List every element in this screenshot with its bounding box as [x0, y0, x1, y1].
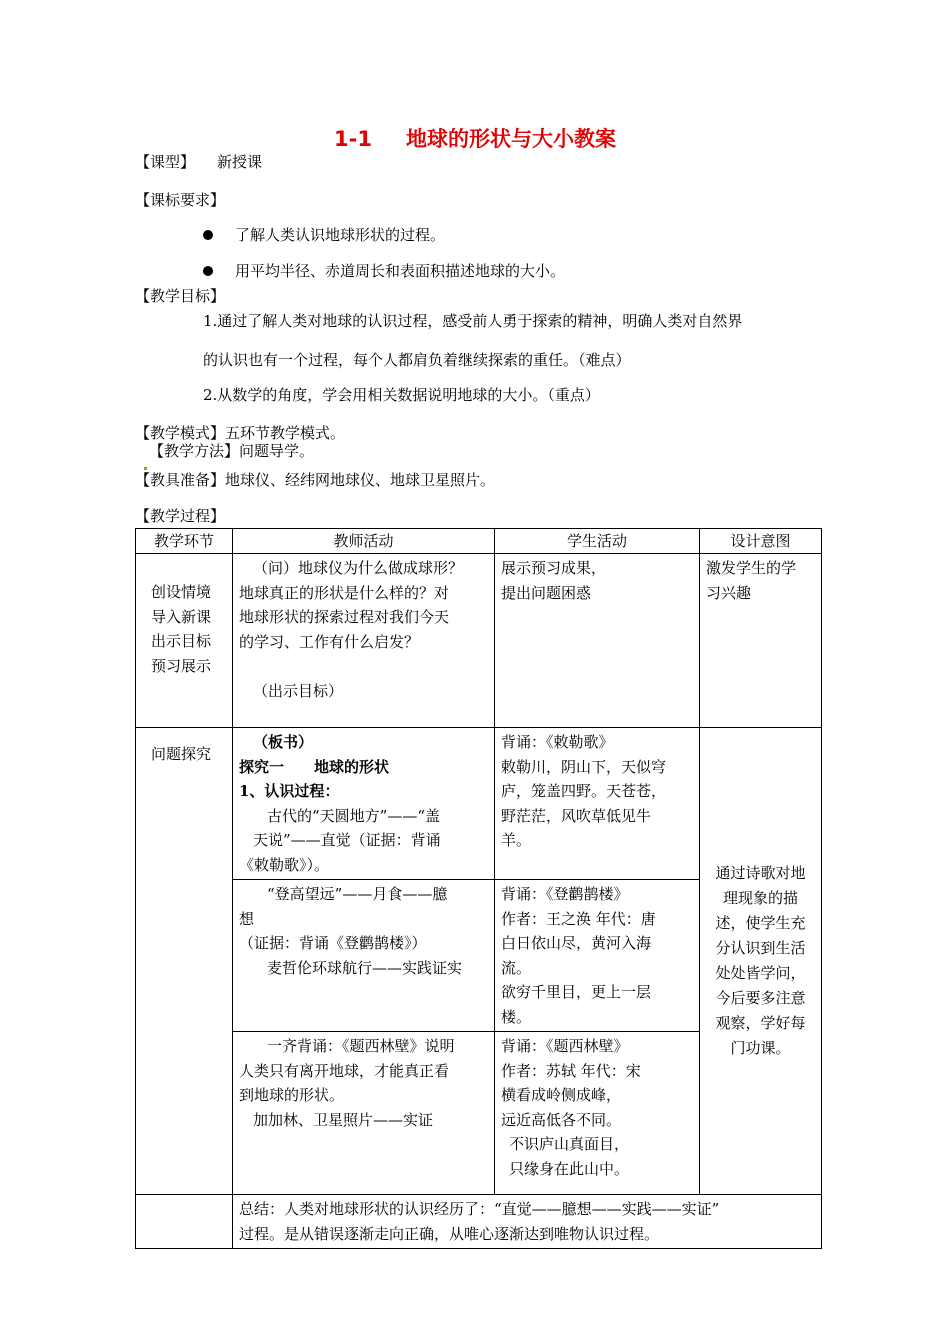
student-line: 背诵：《登鹳鹊楼》	[501, 885, 629, 903]
intent-line: 述，使学生充	[715, 914, 806, 932]
student-line: 欲穷千里目，更上一层	[501, 983, 652, 1001]
student-line: 羊。	[501, 831, 532, 849]
teacher-cell	[233, 554, 495, 728]
student-cell	[495, 554, 700, 728]
student-line: 白日依山尽，黄河入海	[501, 934, 652, 952]
stage-cell	[136, 554, 233, 728]
process-label: 【教学过程】	[135, 507, 226, 525]
stage-line: 创设情境	[151, 583, 212, 601]
board-label: （板书）	[253, 733, 314, 751]
summary-cell	[233, 1195, 822, 1249]
intent-cell	[700, 728, 822, 1195]
mode-label: 【教学模式】	[135, 424, 226, 442]
header-cell: 教学环节	[136, 529, 233, 554]
intent-line: 门功课。	[730, 1039, 791, 1057]
header-cell: 学生活动	[495, 529, 700, 554]
mode-value: 五环节教学模式。	[225, 424, 346, 442]
mode-row	[135, 423, 345, 443]
bullet-icon	[203, 230, 213, 240]
intent-line: 习兴趣	[706, 583, 752, 602]
student-line: 横看成岭侧成峰，	[501, 1086, 622, 1104]
lesson-type-label: 【课型】	[135, 153, 196, 171]
teacher-line: （出示目标）	[253, 681, 344, 700]
standard-item-text: 用平均半径、赤道周长和表面积描述地球的大小。	[235, 262, 566, 280]
method-row	[149, 441, 314, 461]
tools-label: 【教具准备】	[135, 471, 226, 489]
teacher-line: 《敕勒歌》）。	[239, 855, 330, 874]
teacher-line: 人类只有离开地球，才能真正看	[239, 1061, 450, 1080]
lesson-type-value: 新授课	[217, 153, 263, 171]
lesson-type-row	[135, 152, 262, 172]
process-table	[135, 528, 822, 1249]
table-row	[136, 728, 822, 880]
teacher-line: 到地球的形状。	[239, 1086, 345, 1104]
goals-line: 2.从数学的角度，学会用相关数据说明地球的大小。（重点）	[203, 386, 600, 404]
student-cell	[495, 1032, 700, 1195]
student-line: 不识庐山真面目，	[509, 1135, 630, 1153]
student-line: 远近高低各不同。	[501, 1110, 622, 1129]
teacher-cell	[233, 1032, 495, 1195]
student-line: 背诵：《敕勒歌》	[501, 733, 614, 751]
standard-label: 【课标要求】	[135, 191, 226, 209]
student-line: 庐，笼盖四野。天苍苍，	[501, 782, 667, 800]
stage-line: 预习展示	[151, 656, 212, 675]
method-label: 【教学方法】	[149, 442, 240, 460]
student-line: 敕勒川，阴山下，天似穹	[501, 757, 667, 776]
goals-line: 1.通过了解人类对地球的认识过程，感受前人勇于探索的精神，明确人类对自然界	[203, 312, 743, 330]
tools-value: 地球仪、经纬网地球仪、地球卫星照片。	[225, 471, 496, 489]
title-number: 1-1	[334, 127, 372, 151]
summary-row	[136, 1195, 822, 1249]
teacher-line: 想	[239, 909, 255, 928]
intent-line: 分认识到生活	[715, 939, 806, 957]
section-heading: 探究一 地球的形状	[239, 757, 390, 776]
student-line: 只缘身在此山中。	[509, 1159, 630, 1178]
stage-line: 导入新课	[151, 607, 212, 626]
page-title	[0, 123, 950, 153]
teacher-line: 加加林、卫星照片——实证	[253, 1110, 434, 1129]
table-header-row	[136, 529, 822, 554]
student-cell	[495, 880, 700, 1032]
header-cell: 教师活动	[233, 529, 495, 554]
intent-cell	[700, 554, 822, 728]
teacher-line: （问）地球仪为什么做成球形？	[253, 559, 464, 577]
student-line: 楼。	[501, 1007, 532, 1026]
standard-item	[203, 261, 565, 281]
intent-line: 今后要多注意	[715, 989, 806, 1007]
teacher-cell	[233, 728, 495, 880]
teacher-line: （证据：背诵《登鹳鹊楼》）	[239, 934, 427, 952]
header-cell: 设计意图	[700, 529, 822, 554]
standard-item	[203, 225, 445, 245]
method-value: 问题导学。	[239, 442, 315, 460]
teacher-line: 麦哲伦环球航行——实践证实	[267, 958, 463, 977]
student-line: 流。	[501, 958, 532, 977]
intent-line: 处处皆学问，	[715, 964, 806, 982]
teacher-line: 地球形状的探索过程对我们今天	[239, 608, 450, 626]
teacher-line: 一齐背诵：《题西林壁》说明	[267, 1037, 455, 1055]
intent-line: 观察，学好每	[715, 1014, 806, 1032]
student-line: 展示预习成果，	[501, 559, 607, 577]
goals-label: 【教学目标】	[135, 287, 226, 305]
teacher-cell	[233, 880, 495, 1032]
summary-line: 总结：人类对地球形状的认识经历了：“直觉——臆想——实践——实证”	[239, 1200, 720, 1218]
summary-line: 过程。是从错误逐渐走向正确，从唯心逐渐达到唯物认识过程。	[239, 1224, 660, 1243]
student-line: 提出问题困惑	[501, 583, 592, 602]
goals-line: 的认识也有一个过程，每个人都肩负着继续探索的重任。（难点）	[203, 351, 631, 369]
stage-line: 出示目标	[151, 632, 212, 650]
student-line: 作者：苏轼 年代：宋	[501, 1061, 641, 1080]
student-line: 野茫茫，风吹草低见牛	[501, 806, 652, 825]
bullet-icon	[203, 266, 213, 276]
teacher-line: 古代的“天圆地方”——“盖	[267, 806, 441, 825]
intent-line: 激发学生的学	[706, 559, 797, 577]
title-text: 地球的形状与大小教案	[405, 127, 616, 151]
tools-row	[135, 470, 495, 490]
student-line: 背诵：《题西林壁》	[501, 1037, 629, 1055]
teacher-line: 天说”——直觉（证据：背诵	[253, 831, 441, 849]
intent-line: 理现象的描	[722, 889, 798, 907]
stage-cell: 问题探究	[136, 728, 233, 1195]
student-cell	[495, 728, 700, 880]
spacer	[239, 654, 488, 679]
standard-item-text: 了解人类认识地球形状的过程。	[235, 226, 446, 244]
student-line: 作者：王之涣 年代：唐	[501, 909, 656, 928]
section-subheading: 1、认识过程：	[239, 782, 340, 800]
table-row	[136, 554, 822, 728]
intent-line: 通过诗歌对地	[715, 864, 806, 882]
teacher-line: 的学习、工作有什么启发？	[239, 632, 420, 651]
teacher-line: “登高望远”——月食——臆	[267, 885, 448, 903]
teacher-line: 地球真正的形状是什么样的？对	[239, 583, 450, 602]
